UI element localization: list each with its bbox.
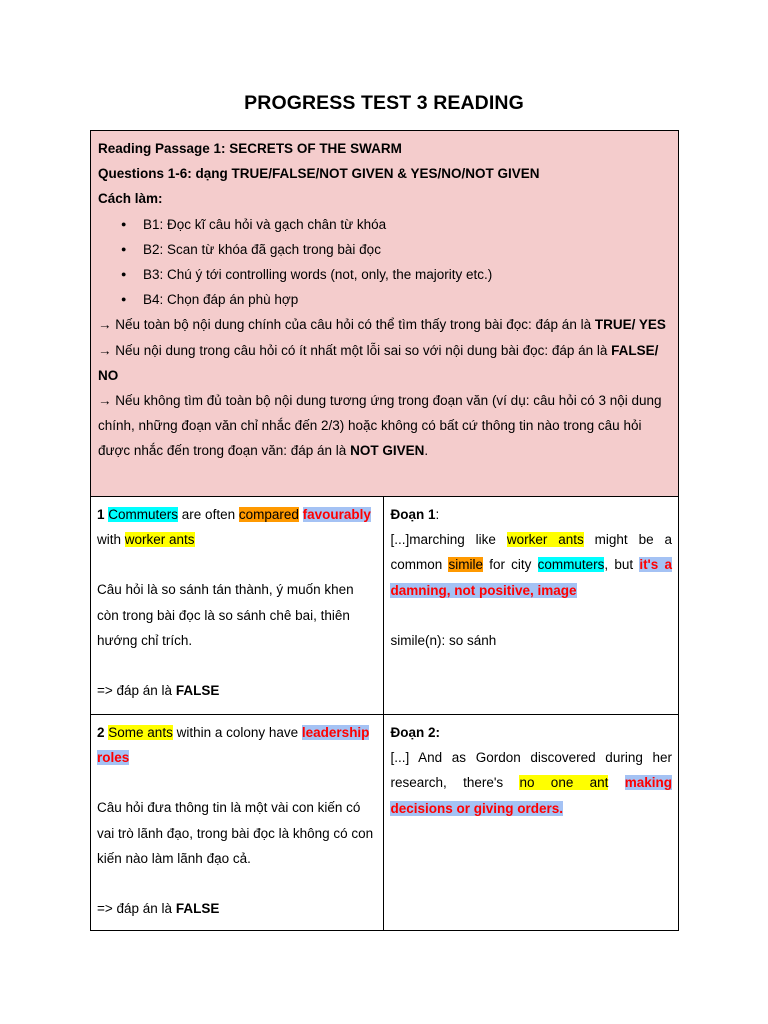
p1-text-d: , but	[604, 557, 640, 573]
p2-text-a: [...] And as Gordon discovered during her research, there's	[390, 750, 672, 791]
question-1-explanation: Câu hỏi là so sánh tán thành, ý muốn khen còn trong bài đọc là so sánh chê bai, thiên hướng chỉ trích.	[97, 582, 354, 648]
question-number: 2	[97, 725, 105, 740]
passage-1-label	[390, 502, 672, 527]
passage-2-cell	[384, 715, 679, 931]
passage-1-vocab: simile(n): so sánh	[390, 632, 497, 648]
keyword-damning-image: it's a damning, not positive, image	[390, 557, 672, 598]
answer-table	[90, 496, 679, 931]
paragraph-label-colon: :	[435, 507, 440, 522]
question-number: 1	[97, 507, 105, 522]
keyword-simile: simile	[448, 557, 483, 573]
rule-false-answer: FALSE/ NO	[98, 342, 659, 383]
rule-not-given-text: → Nếu không tìm đủ toàn bộ nội dung tương ứng trong đoạn văn (ví dụ: câu hỏi có 3 nội dung chính, những đoạn văn chỉ nhắc đến 2/3) hoặc không có bất cứ thông tin nào trong câu hỏi được nhắc đến trong đoạn văn: đáp án là	[98, 393, 662, 459]
table-row	[91, 715, 679, 931]
keyword-some-ants: Some ants	[108, 725, 173, 740]
paragraph-label: Đoạn 1	[390, 507, 436, 522]
rule-true-answer: TRUE/ YES	[594, 317, 666, 333]
passage-title: Reading Passage 1: SECRETS OF THE SWARM	[98, 141, 402, 156]
p1-text-c: for city	[482, 557, 538, 573]
question-2-explanation: Câu hỏi đưa thông tin là một vài con kiến có vai trò lãnh đạo, trong bài đọc là không có con kiến nào làm lãnh đạo cả.	[97, 800, 374, 866]
question-2-cell	[91, 715, 384, 931]
answer-prefix: => đáp án là	[97, 901, 176, 917]
rule-not-given-end: .	[424, 443, 429, 459]
instructions-box	[90, 130, 679, 497]
questions-heading: Questions 1-6: dạng TRUE/FALSE/NOT GIVEN & YES/NO/NOT GIVEN	[98, 166, 540, 182]
question-2-answer	[97, 896, 377, 921]
passage-1-excerpt	[390, 527, 672, 603]
q1-text-b: with	[97, 532, 125, 548]
step-item: ● B3: Chú ý tới controlling words (not, only, the majority etc.)	[98, 262, 671, 287]
steps-list	[98, 212, 671, 313]
answer-value: FALSE	[175, 683, 220, 699]
p1-text-a: [...]marching like	[390, 532, 507, 548]
table-row	[91, 497, 679, 715]
step-item: ● B1: Đọc kĩ câu hỏi và gạch chân từ khóa	[98, 212, 671, 237]
q2-text-a: within a colony have	[172, 725, 302, 740]
rule-false-text: → Nếu nội dung trong câu hỏi có ít nhất một lỗi sai so với nội dung bài đọc: đáp án là	[98, 342, 612, 358]
keyword-no-one-ant: no one ant	[519, 775, 609, 791]
rule-not-given-answer: NOT GIVEN	[350, 443, 425, 459]
rule-true	[98, 312, 671, 337]
keyword-favourably: favourably	[302, 507, 371, 522]
step-item: ● B4: Chọn đáp án phù hợp	[98, 287, 671, 312]
keyword-commuters: Commuters	[108, 507, 179, 522]
keyword-commuters: commuters	[537, 557, 605, 573]
rule-true-text: → Nếu toàn bộ nội dung chính của câu hỏi có thể tìm thấy trong bài đọc: đáp án là	[98, 317, 595, 333]
keyword-leadership-roles: leadership roles	[97, 725, 370, 766]
step-item: ● B2: Scan từ khóa đã gạch trong bài đọc	[98, 237, 671, 262]
keyword-worker-ants: worker ants	[124, 532, 195, 548]
q1-text-a: are often	[178, 507, 239, 522]
question-1-cell	[91, 497, 384, 715]
passage-2-label: Đoạn 2:	[390, 725, 440, 740]
p1-text-b: might be a common	[390, 532, 672, 573]
passage-1-cell	[384, 497, 679, 715]
passage-2-excerpt	[390, 745, 672, 821]
keyword-compared: compared	[238, 507, 299, 522]
method-label: Cách làm:	[98, 191, 163, 207]
rule-false	[98, 338, 671, 388]
answer-prefix: => đáp án là	[97, 683, 176, 699]
question-2-statement	[97, 720, 377, 770]
question-1-answer	[97, 678, 377, 703]
keyword-worker-ants: worker ants	[506, 532, 584, 548]
page-title: PROGRESS TEST 3 READING	[244, 92, 524, 114]
question-1-statement	[97, 502, 377, 552]
rule-not-given	[98, 388, 671, 464]
answer-value: FALSE	[175, 901, 220, 917]
keyword-making-decisions: making decisions or giving orders.	[390, 775, 672, 816]
